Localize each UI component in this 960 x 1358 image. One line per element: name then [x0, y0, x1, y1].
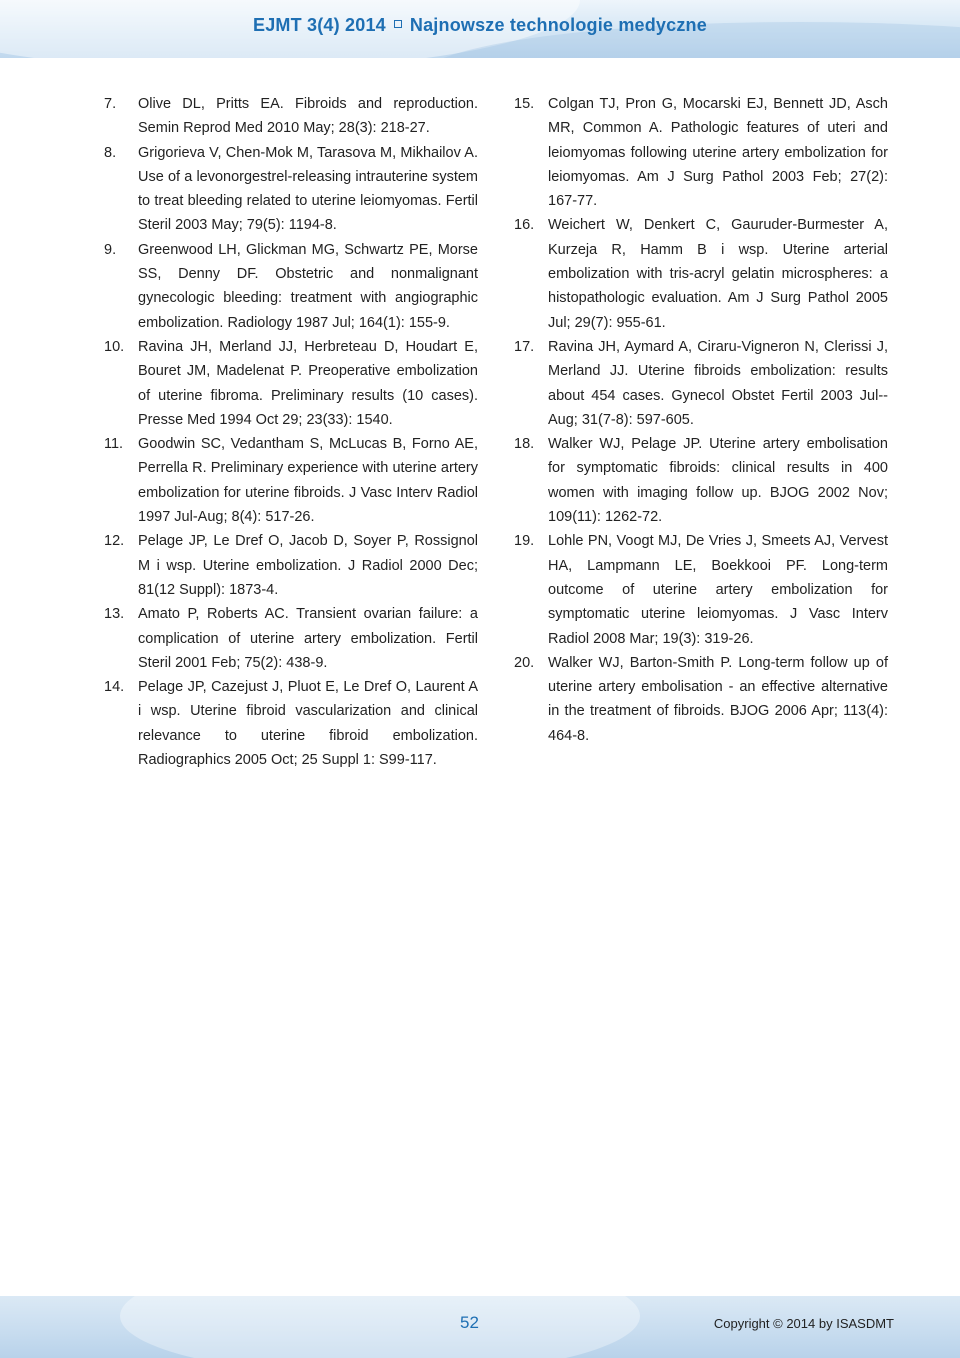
reference-text: Lohle PN, Voogt MJ, De Vries J, Smeets AJ, Vervest HA, Lampmann LE, Boekkooi PF. Long-term outcome of uterine artery embolization for symptomatic uterine leiomyomas. J Vasc Interv Radiol 2008 Mar; 19(3): 319-26. — [548, 533, 888, 647]
reference-number: 11. — [104, 436, 124, 453]
section-name: Najnowsze technologie medyczne — [409, 15, 707, 35]
reference-number: 10. — [104, 338, 125, 355]
reference-text: Amato P, Roberts AC. Transient ovarian failure: a complication of uterine artery embolization. Fertil Steril 2001 Feb; 75(2): 438-9. — [138, 606, 478, 671]
reference-text: Goodwin SC, Vedantham S, McLucas B, Forno AE, Perrella R. Preliminary experience with uterine artery embolization for uterine fibroids. J Vasc Interv Radiol 1997 Jul-Aug; 8(4): 517-26. — [138, 436, 478, 526]
page-footer — [0, 1296, 960, 1358]
reference-text: Pelage JP, Cazejust J, Pluot E, Le Dref O, Laurent A i wsp. Uterine fibroid vascularization and clinical relevance to uterine fibroid embolization. Radiographics 2005 Oct; 25 Suppl 1: S99-117. — [138, 679, 478, 769]
references-left-column — [104, 92, 478, 772]
reference-number: 17. — [514, 338, 535, 355]
reference-number: 19. — [514, 533, 535, 550]
reference-number: 7. — [104, 96, 117, 112]
reference-number: 13. — [104, 606, 125, 623]
reference-number: 20. — [514, 654, 535, 671]
reference-text: Greenwood LH, Glickman MG, Schwartz PE, Morse SS, Denny DF. Obstetric and nonmalignant gynecologic bleeding: treatment with angiographic embolization. Radiology 1987 Jul; 164(1): 155-9. — [138, 241, 478, 331]
reference-item — [514, 213, 888, 334]
reference-item — [104, 141, 478, 238]
reference-text: Olive DL, Pritts EA. Fibroids and reproduction. Semin Reprod Med 2010 May; 28(3): 218-27. — [138, 96, 478, 137]
reference-item — [514, 335, 888, 432]
reference-item — [104, 92, 478, 141]
reference-item — [104, 675, 478, 772]
references-right-column — [514, 92, 888, 748]
reference-item — [104, 529, 478, 602]
reference-text: Walker WJ, Barton-Smith P. Long-term follow up of uterine artery embolisation - an effective alternative in the treatment of fibroids. BJOG 2006 Apr; 113(4): 464-8. — [548, 654, 888, 744]
reference-text: Weichert W, Denkert C, Gauruder-Burmester A, Kurzeja R, Hamm B i wsp. Uterine arterial embolization with tris-acryl gelatin microspheres: a histopathologic evaluation. Am J Surg Pathol 2005 Jul; 29(7): 955-61. — [548, 217, 888, 331]
reference-item — [514, 529, 888, 650]
reference-number: 18. — [514, 436, 535, 453]
reference-item — [104, 238, 478, 335]
reference-item — [514, 92, 888, 213]
page-number: 52 — [460, 1313, 479, 1332]
reference-text: Colgan TJ, Pron G, Mocarski EJ, Bennett JD, Asch MR, Common A. Pathologic features of uteri and leiomyomas following uterine artery embolization for leiomyomas. Am J Surg Pathol 2003 Feb; 27(2): 167-77. — [548, 96, 888, 210]
reference-text: Pelage JP, Le Dref O, Jacob D, Soyer P, Rossignol M i wsp. Uterine embolization. J Radiol 2000 Dec; 81(12 Suppl): 1873-4. — [138, 533, 478, 598]
reference-text: Ravina JH, Merland JJ, Herbreteau D, Houdart E, Bouret JM, Madelenat P. Preoperative embolization of uterine fibroma. Preliminary results (10 cases). Presse Med 1994 Oct 29; 23(33): 1540. — [138, 338, 478, 428]
reference-item — [514, 651, 888, 748]
header-title — [0, 15, 960, 36]
journal-name: EJMT 3(4) 2014 — [253, 15, 386, 35]
reference-text: Walker WJ, Pelage JP. Uterine artery embolisation for symptomatic fibroids: clinical results in 400 women with imaging follow up. BJOG 2002 Nov; 109(11): 1262-72. — [548, 436, 888, 526]
copyright-notice: Copyright © 2014 by ISASDMT — [713, 1316, 894, 1331]
reference-item — [104, 602, 478, 675]
page-header — [0, 0, 960, 58]
reference-text: Ravina JH, Aymard A, Ciraru-Vigneron N, Clerissi J, Merland JJ. Uterine fibroids embolization: results about 454 cases. Gynecol Obstet Fertil 2003 Jul--Aug; 31(7-8): 597-605. — [548, 338, 888, 428]
reference-number: 9. — [104, 241, 117, 258]
reference-number: 12. — [104, 533, 125, 550]
reference-item — [514, 432, 888, 529]
reference-number: 8. — [104, 144, 117, 161]
reference-item — [104, 335, 478, 432]
reference-number: 15. — [514, 96, 535, 112]
reference-number: 16. — [514, 217, 535, 234]
reference-item — [104, 432, 478, 529]
separator-square-icon — [394, 20, 402, 28]
reference-number: 14. — [104, 679, 125, 696]
reference-text: Grigorieva V, Chen-Mok M, Tarasova M, Mikhailov A. Use of a levonorgestrel-releasing intrauterine system to treat bleeding related to uterine leiomyomas. Fertil Steril 2003 May; 79(5): 1194-8. — [138, 144, 478, 234]
